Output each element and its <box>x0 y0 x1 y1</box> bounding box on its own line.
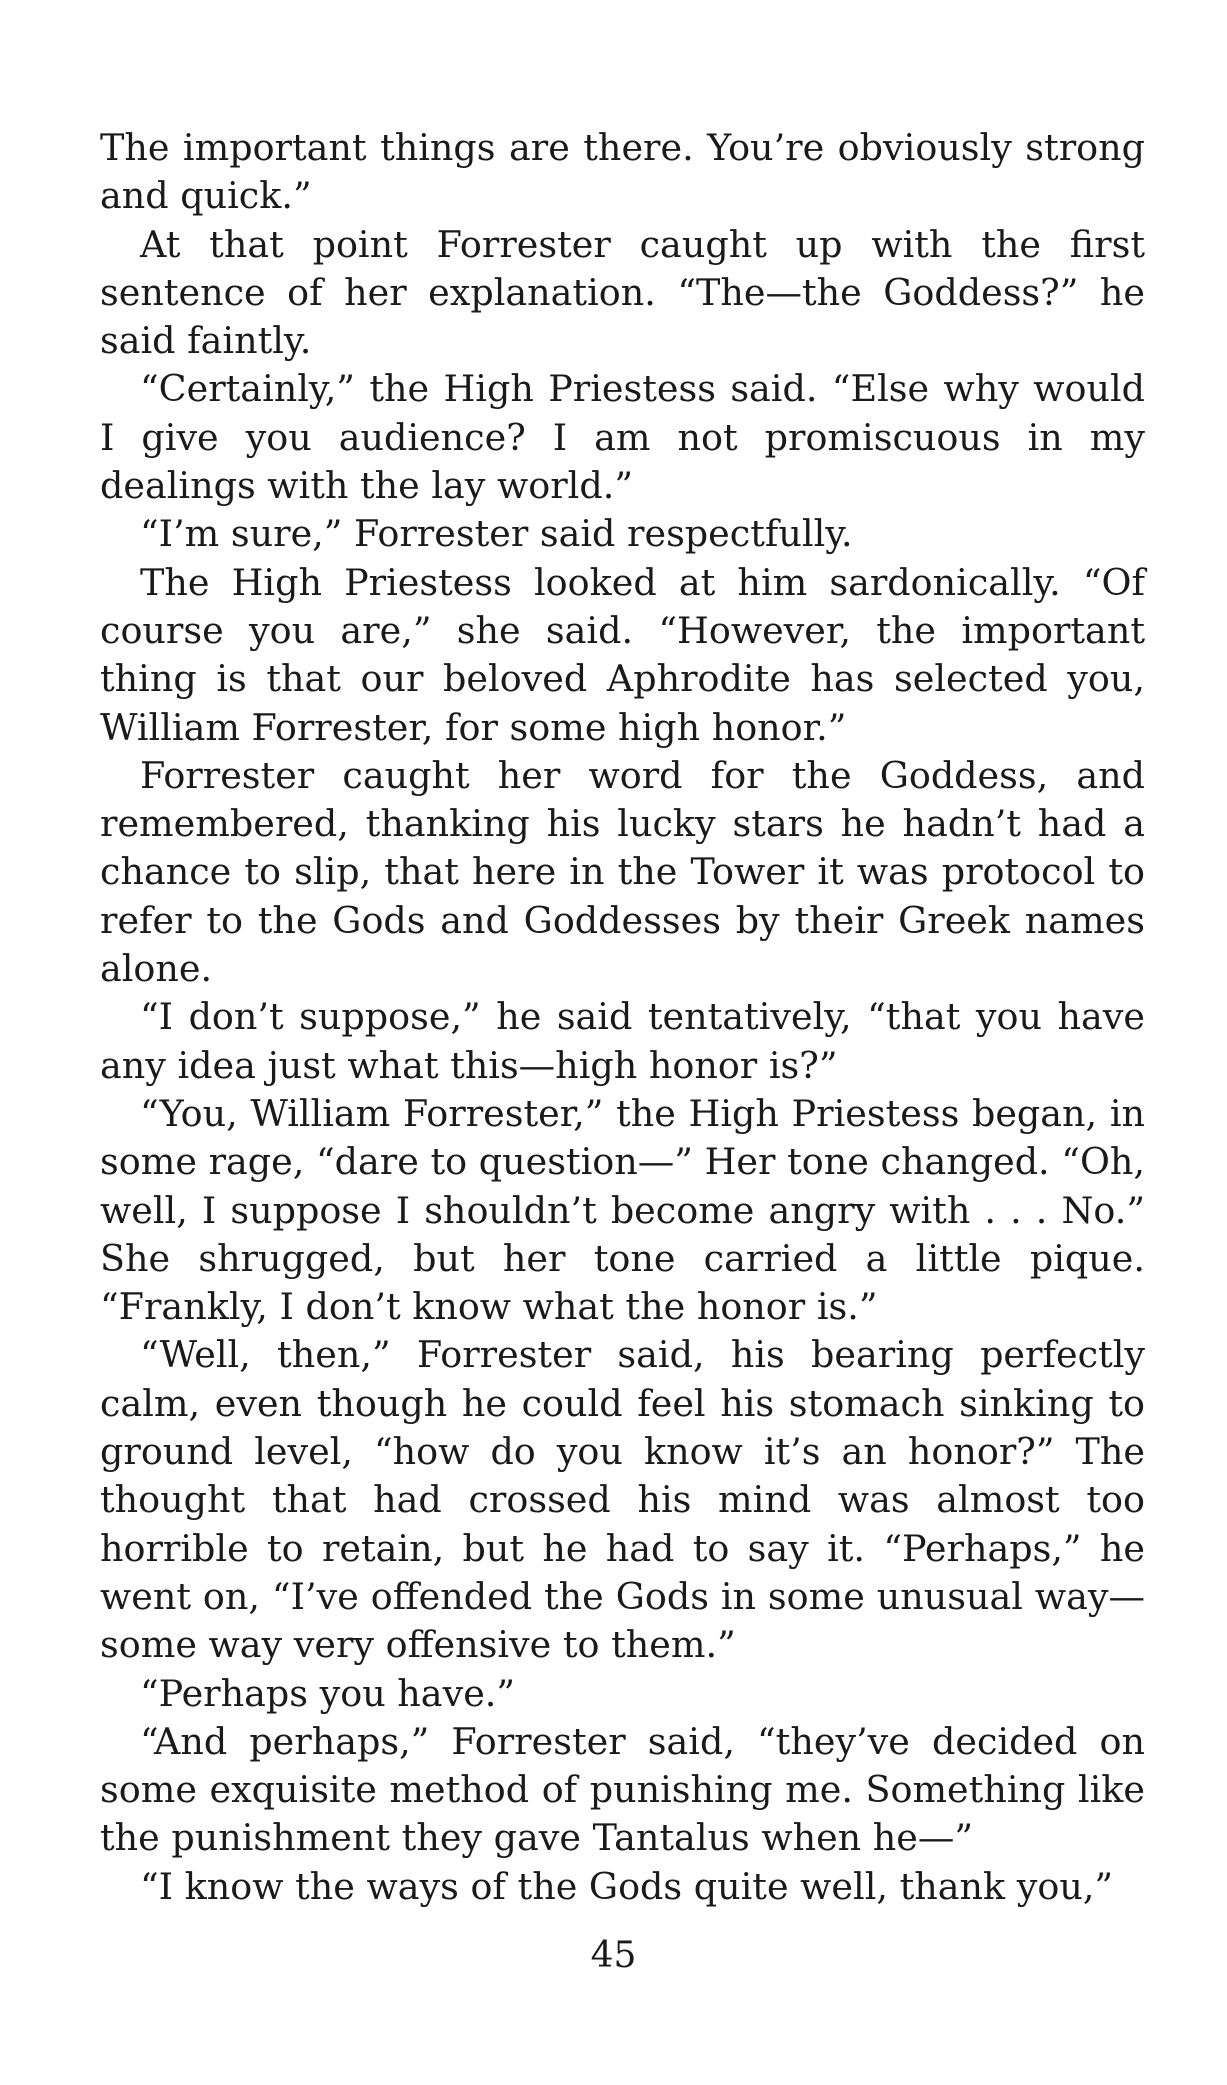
page-number: 45 <box>590 1935 637 1976</box>
paragraph: “Perhaps you have.” <box>140 1671 516 1715</box>
paragraph: “Well, then,” Forrester said, his bearing perfectly calm, even though he could feel his stomach sinking to ground level, “how do you know it’s an honor?” The thought that had crossed his mind was almost too horrible to retain, but he had to say it. “Perhaps,” he went on, “I’ve offended the Gods in some unusual way—some way very offensive to them.” <box>100 1333 1145 1667</box>
paragraph: “I’m sure,” Forrester said respectfully. <box>140 512 853 556</box>
paragraph: Forrester caught her word for the Goddess, and remembered, thanking his lucky stars he hadn’t had a chance to slip, that here in the Tower it was protocol to refer to the Gods and Goddesses by their Greek names alone. <box>100 753 1145 991</box>
paragraph: The High Priestess looked at him sardonically. “Of course you are,” she said. “However, the important thing is that our beloved Aphrodite has selected you, William Forrester, for some high honor.” <box>100 560 1145 749</box>
paragraph: “And perhaps,” Forrester said, “they’ve decided on some exquisite method of punishing me. Something like the punishment they gave Tantalus when he—” <box>100 1719 1145 1860</box>
paragraph: At that point Forrester caught up with the first sentence of her explanation. “The—the Goddess?” he said faintly. <box>100 222 1145 363</box>
body-text <box>100 124 1145 1911</box>
paragraph: “I don’t suppose,” he said tentatively, “that you have any idea just what this—high honor is?” <box>100 995 1145 1087</box>
paragraph: “You, William Forrester,” the High Priestess began, in some rage, “dare to question—” Her tone changed. “Oh, well, I suppose I shouldn’t become angry with . . . No.” She shrugged, but her tone carried a little pique. “Frankly, I don’t know what the honor is.” <box>100 1091 1145 1329</box>
paragraph: “I know the ways of the Gods quite well, thank you,” <box>140 1864 1114 1908</box>
paragraph: The important things are there. You’re obviously strong and quick.” <box>100 126 1145 218</box>
paragraph: “Certainly,” the High Priestess said. “Else why would I give you audience? I am not promiscuous in my dealings with the lay world.” <box>100 367 1145 508</box>
